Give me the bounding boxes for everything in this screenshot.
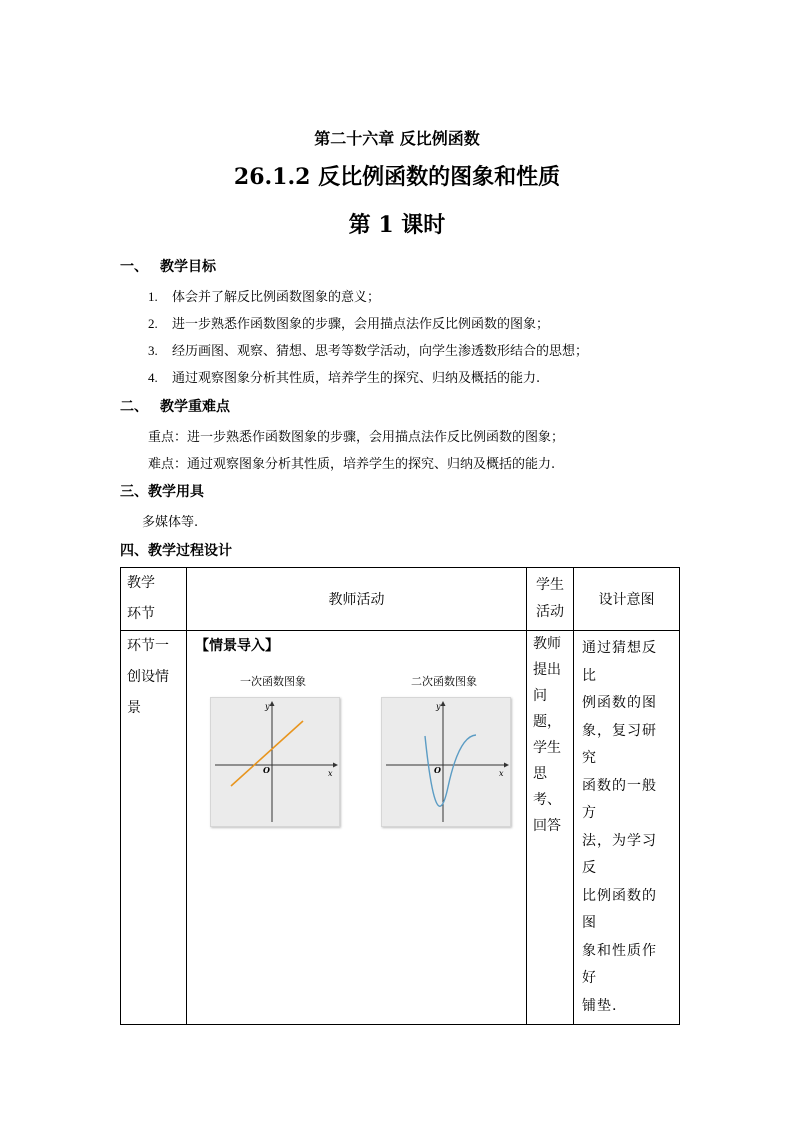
goals-heading-number: 一、 [120,259,148,275]
key-points-heading [120,396,230,416]
quadratic-function-graph [381,697,511,827]
stage1-teacher-cell [187,631,527,1025]
y-axis-label: y [265,702,270,711]
linear-graph-svg [211,698,339,826]
goal-item-2 [148,313,549,332]
design-intent-line: 函数的一般方 [582,777,657,821]
student-activity-line: 教师 [533,636,561,652]
goal-item-1 [148,286,380,305]
header-teacher-label: 教师活动 [328,592,385,608]
student-activity-line: 回答 [533,818,561,834]
quadratic-function-curve [425,735,476,806]
student-activity-line: 学生 [533,740,561,756]
goals-heading-text: 教学目标 [160,259,216,275]
x-axis-label: x [499,769,504,778]
quadratic-graph-caption: 二次函数图象 [411,675,477,688]
process-row-stage1 [121,631,680,1025]
goal-item-4 [148,367,540,386]
student-activity-line: 思 [533,766,547,782]
header-intent-label: 设计意图 [598,592,655,608]
origin-label: O [263,765,270,775]
header-student-line: 学生 [536,577,564,593]
student-activity-line: 问 [533,688,547,704]
header-student-cell [527,568,574,631]
key-points-heading-number: 二、 [120,399,148,415]
x-axis-arrow [504,763,509,768]
tools-text: 多媒体等. [142,515,199,530]
quadratic-graph-svg [382,698,510,826]
y-axis-arrow [270,701,275,706]
section-title: 26.1.2 反比例函数的图象和性质 [233,164,561,190]
header-stage-cell [121,568,187,631]
linear-graph-caption: 一次函数图象 [240,675,306,688]
design-intent-line: 法，为学习反 [582,832,657,876]
teacher-activity-area [187,631,526,849]
linear-function-line [231,721,303,786]
design-intent-line: 象和性质作好 [582,942,657,986]
stage1-stage-line: 创设情 [127,669,169,685]
y-axis-arrow [441,701,446,706]
design-intent-line: 象，复习研究 [582,722,657,766]
goals-heading [120,256,216,276]
goal-item-text: 经历画图、观察、猜想、思考等数学活动，向学生渗透数形结合的思想； [172,344,589,359]
tools-heading: 三、教学用具 [120,484,204,500]
goal-item-index: 2. [148,316,158,331]
origin-label: O [434,765,441,775]
scene-intro-tag: 【情景导入】 [195,638,279,654]
design-intent-line: 例函数的图 [582,695,657,711]
goal-item-text: 体会并了解反比例函数图象的意义； [172,290,381,305]
stage1-stage-line: 景 [127,700,141,716]
x-axis-arrow [333,763,338,768]
header-stage-line: 环节 [127,606,155,622]
header-stage-line: 教学 [127,575,155,591]
linear-function-graph [210,697,340,827]
stage1-stage-cell [121,631,187,1025]
design-intent-line: 铺垫. [582,997,618,1014]
process-header-row [121,568,680,631]
lesson-title: 第 1 课时 [348,212,446,238]
goal-item-text: 通过观察图象分析其性质，培养学生的探究、归纳及概括的能力. [172,371,541,386]
goal-item-3 [148,340,588,359]
stage1-stage-line: 环节一 [127,638,169,654]
key-difficulty-line: 难点：通过观察图象分析其性质，培养学生的探究、归纳及概括的能力. [148,457,556,472]
design-intent-line: 通过猜想反比 [582,640,657,684]
goal-item-text: 进一步熟悉作函数图象的步骤，会用描点法作反比例函数的图象； [172,317,550,332]
x-axis-label: x [328,769,333,778]
key-points-heading-text: 教学重难点 [160,399,230,415]
goal-item-index: 4. [148,370,158,385]
header-teacher-cell [187,568,527,631]
goal-item-index: 3. [148,343,158,358]
stage1-student-cell [527,631,574,1025]
header-intent-cell [574,568,680,631]
goal-item-index: 1. [148,289,158,304]
student-activity-line: 提出 [533,662,561,678]
process-heading: 四、教学过程设计 [120,543,232,559]
design-intent-line: 比例函数的图 [582,887,657,931]
student-activity-line: 考、 [533,792,561,808]
process-table [120,567,680,1025]
stage1-intent-cell [574,631,680,1025]
header-student-line: 活动 [536,604,564,620]
chapter-title: 第二十六章 反比例函数 [314,129,480,148]
y-axis-label: y [436,702,441,711]
student-activity-line: 题， [533,714,561,730]
key-focus-line: 重点：进一步熟悉作函数图象的步骤，会用描点法作反比例函数的图象； [148,430,565,445]
